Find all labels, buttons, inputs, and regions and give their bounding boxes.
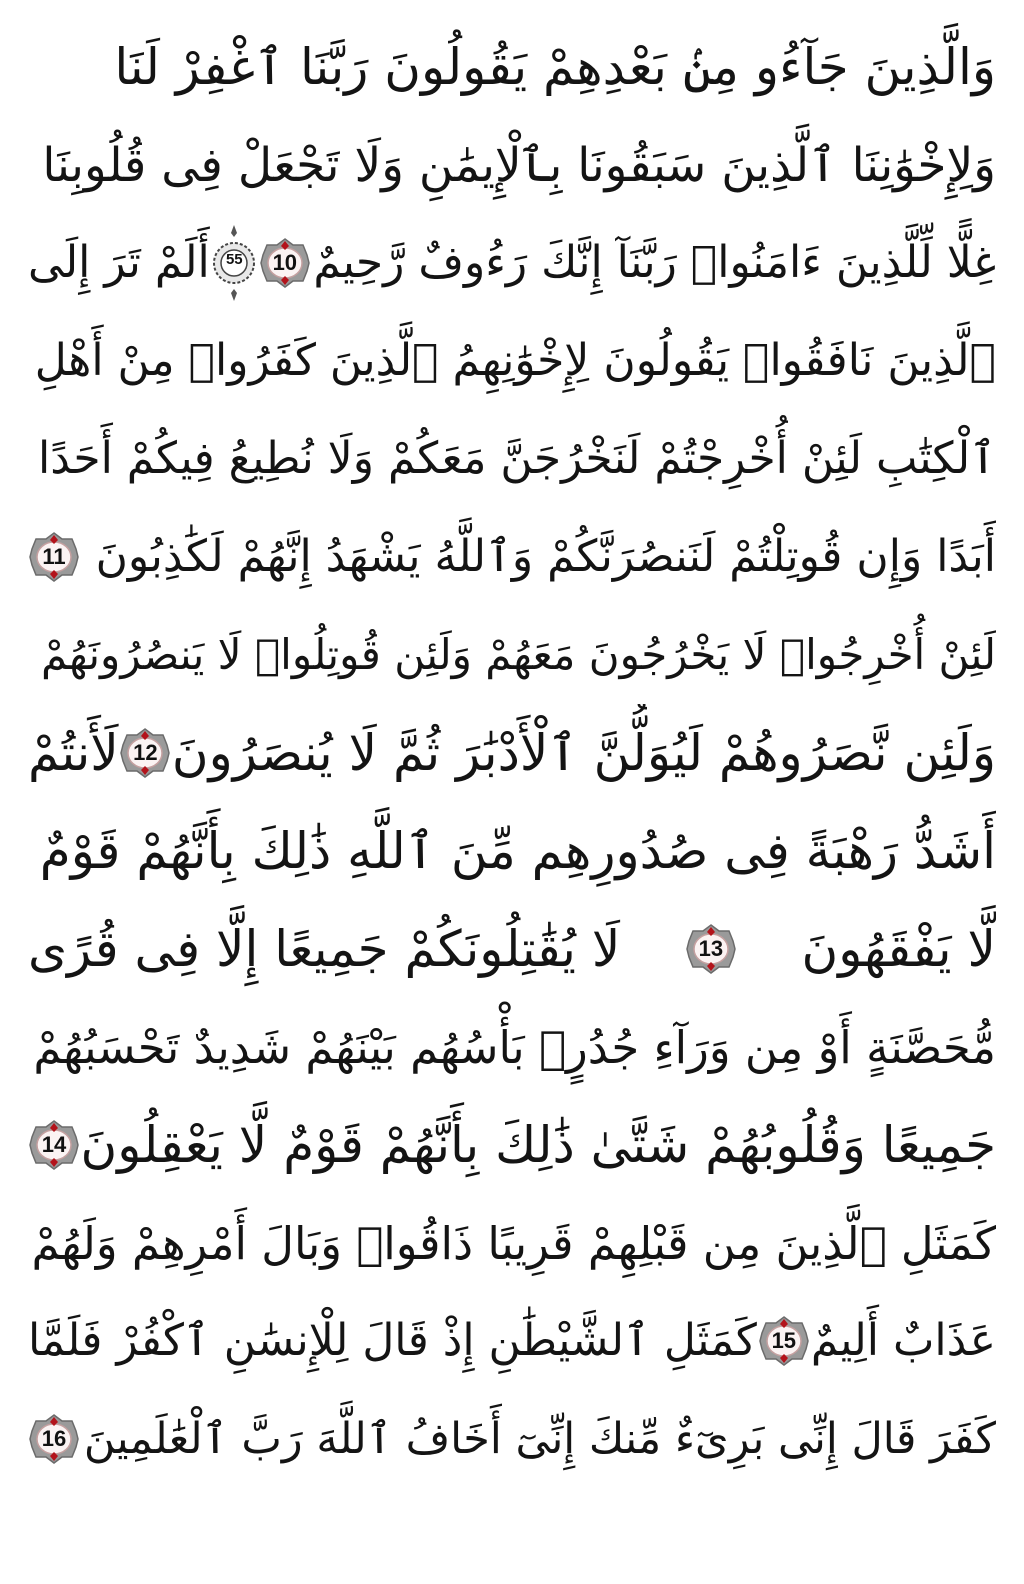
text-line — [28, 1194, 996, 1292]
text-line — [28, 410, 996, 508]
ayah-number: 14 — [41, 1132, 67, 1157]
text-line — [28, 900, 996, 998]
ayah-number-marker — [685, 923, 737, 975]
ayah-number-marker — [119, 727, 171, 779]
ayah-number: 12 — [133, 740, 158, 765]
text-line — [28, 704, 996, 802]
verse-text: وَالَّذِينَ جَآءُو مِنۢ بَعْدِهِمْ يَقُولُونَ رَبَّنَا ٱغْفِرْ لَنَا — [114, 38, 996, 96]
ayah-number: 15 — [771, 1328, 797, 1353]
ayah-number-marker — [28, 1119, 80, 1171]
ayah-number-marker — [28, 531, 80, 583]
verse-text: لَا يُقَٰتِلُونَكُمْ جَمِيعًا إِلَّا فِى قُرًى — [28, 920, 621, 978]
text-line — [28, 116, 996, 214]
verse-text: مُّحَصَّنَةٍ أَوْ مِن وَرَآءِ جُدُرٍۭ بَأْسُهُم بَيْنَهُمْ شَدِيدٌ تَحْسَبُهُمْ — [33, 1020, 996, 1074]
hizb-marker — [212, 223, 256, 303]
ayah-number-marker — [259, 237, 311, 289]
verse-text: لَأَنتُمْ — [28, 724, 119, 782]
verse-text: وَلَئِن نَّصَرُوهُمْ لَيُوَلُّنَّ ٱلْأَدْبَٰرَ ثُمَّ لَا يُنصَرُونَ — [171, 724, 996, 782]
ayah-number: 11 — [42, 544, 66, 569]
text-line — [28, 1096, 996, 1194]
verse-text: أَلَمْ تَرَ إِلَى — [28, 237, 210, 288]
verse-text: وَلِإِخْوَٰنِنَا ٱلَّذِينَ سَبَقُونَا بِٱلْإِيمَٰنِ وَلَا تَجْعَلْ فِى قُلُوبِنَا — [42, 137, 996, 193]
verse-text: جَمِيعًا وَقُلُوبُهُمْ شَتَّىٰ ذَٰلِكَ بِأَنَّهُمْ قَوْمٌ لَّا يَعْقِلُونَ — [80, 1116, 996, 1174]
verse-text: كَفَرَ قَالَ إِنِّى بَرِىٓءٌ مِّنكَ إِنِّىٓ أَخَافُ ٱللَّهَ رَبَّ ٱلْعَٰلَمِينَ — [83, 1413, 996, 1464]
hizb-number: 55 — [225, 251, 243, 268]
verse-text: غِلًّا لِّلَّذِينَ ءَامَنُوا۟ رَبَّنَآ إِنَّكَ رَءُوفٌ رَّحِيمٌ — [313, 237, 996, 288]
verse-text: كَمَثَلِ ٱلشَّيْطَٰنِ إِذْ قَالَ لِلْإِنسَٰنِ ٱكْفُرْ فَلَمَّا — [28, 1315, 757, 1366]
text-line — [28, 802, 996, 900]
text-line — [28, 1390, 996, 1488]
ayah-number: 10 — [272, 250, 298, 275]
text-line — [28, 606, 996, 704]
ayah-number: 13 — [698, 936, 724, 961]
ayah-number-marker — [28, 1413, 80, 1465]
verse-text: ٱلْكِتَٰبِ لَئِنْ أُخْرِجْتُمْ لَنَخْرُجَنَّ مَعَكُمْ وَلَا نُطِيعُ فِيكُمْ أَحَدًا — [38, 433, 996, 484]
text-line — [28, 214, 996, 312]
text-line — [28, 18, 996, 116]
verse-text: أَبَدًا وَإِن قُوتِلْتُمْ لَنَنصُرَنَّكُمْ وَٱللَّهُ يَشْهَدُ إِنَّهُمْ لَكَٰذِبُونَ — [95, 531, 996, 582]
verse-text: ٱلَّذِينَ نَافَقُوا۟ يَقُولُونَ لِإِخْوَٰنِهِمُ ٱلَّذِينَ كَفَرُوا۟ مِنْ أَهْلِ — [34, 335, 996, 386]
verse-text: لَئِنْ أُخْرِجُوا۟ لَا يَخْرُجُونَ مَعَهُمْ وَلَئِن قُوتِلُوا۟ لَا يَنصُرُونَهُمْ — [41, 630, 996, 679]
verse-text: كَمَثَلِ ٱلَّذِينَ مِن قَبْلِهِمْ قَرِيبًا ذَاقُوا۟ وَبَالَ أَمْرِهِمْ وَلَهُمْ — [31, 1216, 996, 1270]
text-line — [28, 998, 996, 1096]
verse-text: عَذَابٌ أَلِيمٌ — [810, 1315, 996, 1366]
verse-text: أَشَدُّ رَهْبَةً فِى صُدُورِهِم مِّنَ ٱللَّهِ ذَٰلِكَ بِأَنَّهُمْ قَوْمٌ — [39, 822, 996, 880]
ayah-number: 16 — [41, 1426, 67, 1451]
ayah-number-marker — [758, 1315, 810, 1367]
text-line — [28, 508, 996, 606]
text-line — [28, 1292, 996, 1390]
text-line — [28, 312, 996, 410]
verse-text: لَّا يَفْقَهُونَ — [801, 920, 996, 978]
